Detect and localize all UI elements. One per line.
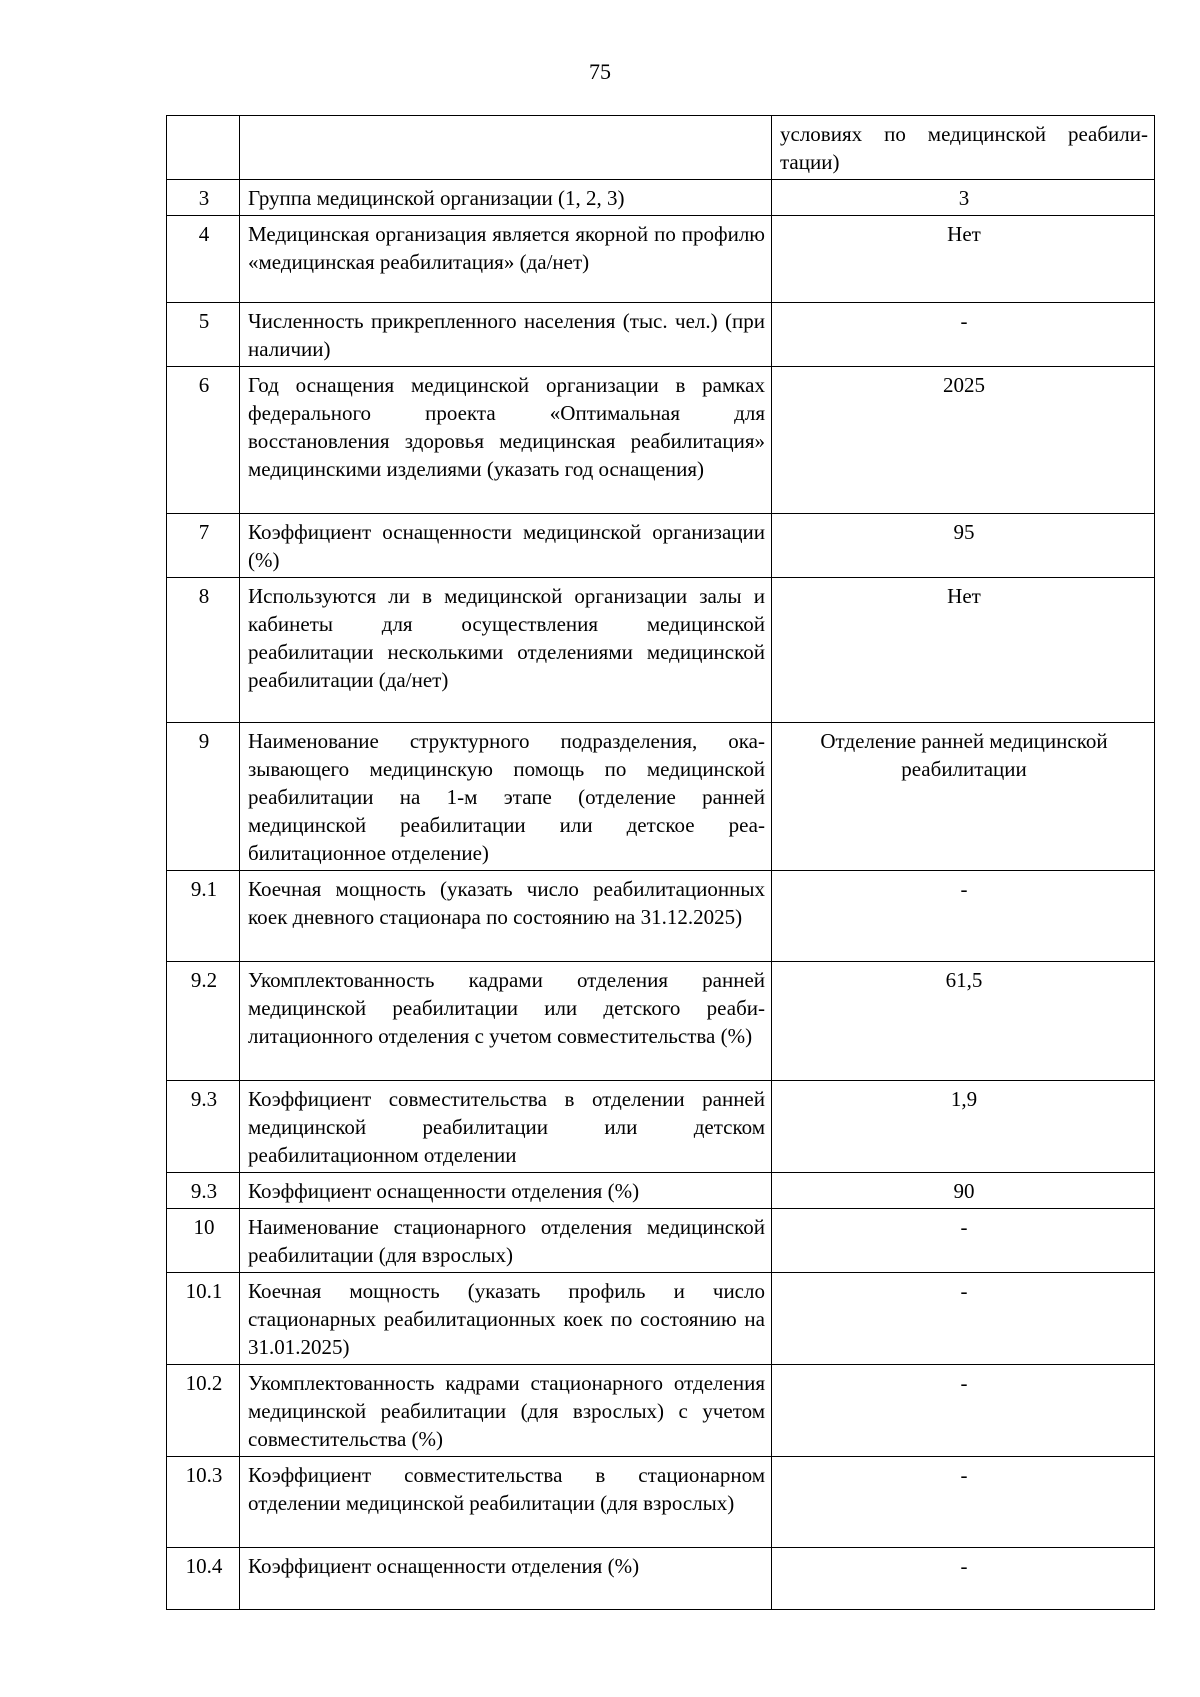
row-number: 9.3 bbox=[167, 1081, 240, 1173]
row-value: - bbox=[772, 303, 1155, 367]
row-description: Коэффициент оснащенности медицинской организации (%) bbox=[240, 514, 772, 578]
row-value: условиях по медицинской реабилитации) bbox=[772, 116, 1155, 180]
row-value: - bbox=[772, 1365, 1155, 1457]
row-description: Численность прикрепленного населения (тыс. чел.) (при наличии) bbox=[240, 303, 772, 367]
row-number bbox=[167, 116, 240, 180]
row-number: 9 bbox=[167, 723, 240, 871]
row-number: 3 bbox=[167, 180, 240, 216]
row-description: Группа медицинской организации (1, 2, 3) bbox=[240, 180, 772, 216]
row-value: 1,9 bbox=[772, 1081, 1155, 1173]
table-row bbox=[167, 1273, 1155, 1365]
row-description: Год оснащения медицинской организации в рамках федерального проекта «Оптимальная для восстановления здоровья медицинская реабилитация» медицинскими изделиями (указать год оснащения) bbox=[240, 367, 772, 514]
row-description: Медицинская организация является якорной по профилю «медицинская реабилитация» (да/нет) bbox=[240, 216, 772, 303]
table-row bbox=[167, 1081, 1155, 1173]
table-row bbox=[167, 303, 1155, 367]
row-number: 9.2 bbox=[167, 962, 240, 1081]
row-description: Укомплектованность кадрами стационарного отделения медицинской реабилитации (для взрослых) с учетом совместительства (%) bbox=[240, 1365, 772, 1457]
table-row bbox=[167, 1209, 1155, 1273]
row-description: Укомплектованность кадрами отделения ранней медицинской реабилитации или детского реабилитационного отделения с учетом совместительства (%) bbox=[240, 962, 772, 1081]
table-row bbox=[167, 1365, 1155, 1457]
row-value: 2025 bbox=[772, 367, 1155, 514]
row-number: 9.1 bbox=[167, 871, 240, 962]
row-number: 10 bbox=[167, 1209, 240, 1273]
table-row bbox=[167, 216, 1155, 303]
row-number: 6 bbox=[167, 367, 240, 514]
table-row bbox=[167, 578, 1155, 723]
table-row bbox=[167, 180, 1155, 216]
row-value: Нет bbox=[772, 216, 1155, 303]
row-description: Коэффициент оснащенности отделения (%) bbox=[240, 1173, 772, 1209]
row-description: Наименование структурного подразделения, оказывающего медицинскую помощь по медицинской реабилитации на 1-м этапе (отделение ранней медицинской реабилитации или детское реабилитационное отделение) bbox=[240, 723, 772, 871]
row-description: Используются ли в медицинской организации залы и кабинеты для осуществления медицинской реабилитации несколькими отделениями медицинской реабилитации (да/нет) bbox=[240, 578, 772, 723]
table-row bbox=[167, 514, 1155, 578]
row-description: Коэффициент совместительства в отделении ранней медицинской реабилитации или детском реабилитационном отделении bbox=[240, 1081, 772, 1173]
row-number: 10.1 bbox=[167, 1273, 240, 1365]
table-row bbox=[167, 1173, 1155, 1209]
row-value: - bbox=[772, 871, 1155, 962]
table-row bbox=[167, 1548, 1155, 1610]
row-number: 5 bbox=[167, 303, 240, 367]
data-table bbox=[166, 115, 1155, 1610]
row-number: 10.4 bbox=[167, 1548, 240, 1610]
row-value: Отделение ранней медицинской реабилитации bbox=[772, 723, 1155, 871]
row-description: Коечная мощность (указать профиль и число стационарных реабилитационных коек по состоянию на 31.01.2025) bbox=[240, 1273, 772, 1365]
table-row bbox=[167, 367, 1155, 514]
table-row bbox=[167, 1457, 1155, 1548]
row-value: 90 bbox=[772, 1173, 1155, 1209]
row-value: Нет bbox=[772, 578, 1155, 723]
page-number: 75 bbox=[589, 59, 611, 84]
row-number: 7 bbox=[167, 514, 240, 578]
row-value: 95 bbox=[772, 514, 1155, 578]
table-row bbox=[167, 871, 1155, 962]
row-value: - bbox=[772, 1457, 1155, 1548]
row-number: 4 bbox=[167, 216, 240, 303]
row-value: 61,5 bbox=[772, 962, 1155, 1081]
row-number: 8 bbox=[167, 578, 240, 723]
table-row bbox=[167, 116, 1155, 180]
row-description: Коэффициент оснащенности отделения (%) bbox=[240, 1548, 772, 1610]
row-number: 9.3 bbox=[167, 1173, 240, 1209]
table-row bbox=[167, 962, 1155, 1081]
row-description bbox=[240, 116, 772, 180]
row-description: Коечная мощность (указать число реабилитационных коек дневного стационара по состоянию на 31.12.2025) bbox=[240, 871, 772, 962]
row-description: Коэффициент совместительства в стационарном отделении медицинской реабилитации (для взрослых) bbox=[240, 1457, 772, 1548]
row-value: 3 bbox=[772, 180, 1155, 216]
row-value: - bbox=[772, 1273, 1155, 1365]
row-description: Наименование стационарного отделения медицинской реабилитации (для взрослых) bbox=[240, 1209, 772, 1273]
row-value: - bbox=[772, 1209, 1155, 1273]
table-row bbox=[167, 723, 1155, 871]
row-value: - bbox=[772, 1548, 1155, 1610]
row-number: 10.3 bbox=[167, 1457, 240, 1548]
row-number: 10.2 bbox=[167, 1365, 240, 1457]
